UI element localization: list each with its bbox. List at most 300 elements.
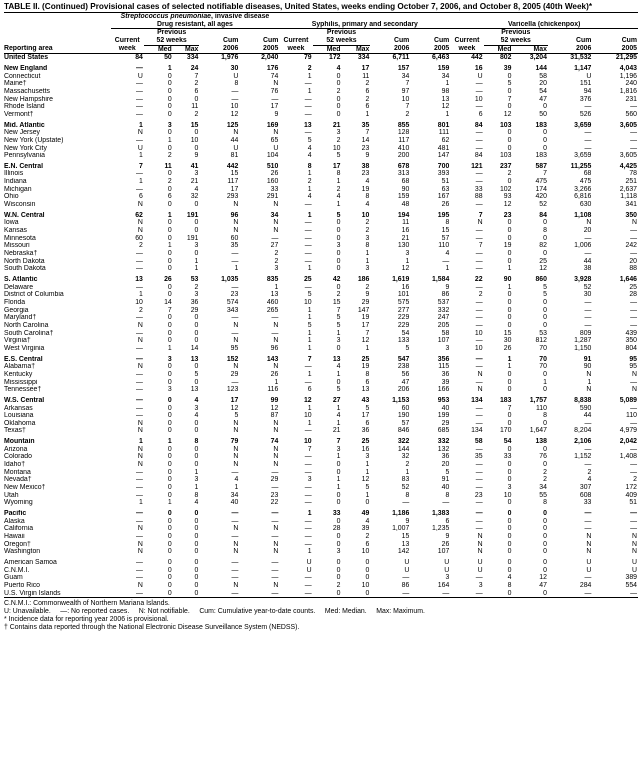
value-cell: 1 <box>445 110 450 118</box>
value-cell: 2 <box>167 178 172 186</box>
value-cell: — <box>584 517 592 525</box>
year-2006-header: 2006 <box>370 45 410 54</box>
value-cell: 174 <box>535 185 547 193</box>
value-cell: 4 <box>194 185 199 193</box>
reporting-area-cell: Massachusetts <box>4 87 50 95</box>
value-cell: — <box>442 499 450 507</box>
value-cell: 6 <box>365 540 370 548</box>
value-cell: 3 <box>167 355 172 363</box>
value-cell: 0 <box>507 540 512 548</box>
value-cell: 11,255 <box>570 162 592 170</box>
value-cell: N <box>632 370 637 378</box>
value-cell: 1 <box>234 265 239 273</box>
value-cell: N <box>586 219 592 227</box>
value-cell: 410 <box>397 144 410 152</box>
value-cell: 39 <box>503 64 512 72</box>
value-cell: — <box>304 283 312 291</box>
table-row <box>4 541 638 549</box>
value-cell: 200 <box>397 152 410 160</box>
reporting-area-cell: Montana <box>4 468 31 476</box>
value-cell: 5 <box>234 412 239 420</box>
value-cell: — <box>370 590 410 598</box>
value-cell: 7 <box>405 80 410 88</box>
value-cell: 6,711 <box>392 54 410 62</box>
value-cell: 36 <box>190 298 199 306</box>
value-cell: 0 <box>543 533 547 540</box>
value-cell: 0 <box>543 566 547 574</box>
value-cell: 0 <box>167 87 172 95</box>
table-row <box>4 379 638 387</box>
value-cell: 19 <box>503 242 512 250</box>
value-cell: 2 <box>543 468 547 476</box>
value-cell: 8 <box>336 170 341 178</box>
value-cell: 206 <box>397 386 410 394</box>
value-cell: 7 <box>307 355 312 363</box>
value-cell: — <box>304 219 312 227</box>
value-cell: 1 <box>587 378 592 386</box>
value-cell: 12 <box>401 265 410 273</box>
value-cell: 0 <box>194 201 199 209</box>
table-body <box>4 54 638 598</box>
value-cell: — <box>135 566 143 574</box>
value-cell: 0 <box>194 227 199 235</box>
value-cell: 5 <box>543 291 547 299</box>
value-cell: 21 <box>332 121 341 129</box>
value-cell: — <box>231 566 239 574</box>
value-cell: 121 <box>471 162 483 170</box>
value-cell: — <box>135 533 143 540</box>
value-cell: 5,089 <box>619 396 637 404</box>
value-cell: 1 <box>167 499 172 507</box>
value-cell: 159 <box>397 193 410 201</box>
region-row <box>4 438 638 446</box>
value-cell: 0 <box>167 265 172 273</box>
reporting-area-cell: Wisconsin <box>4 201 36 209</box>
value-cell: 39 <box>361 525 370 533</box>
value-cell: — <box>231 558 239 566</box>
value-cell: 26 <box>503 344 512 352</box>
value-cell: 1 <box>507 363 512 371</box>
value-cell: 0 <box>167 461 172 469</box>
value-cell: 19 <box>361 185 370 193</box>
value-cell: — <box>135 468 143 476</box>
value-cell: 93 <box>503 193 512 201</box>
value-cell: 103 <box>499 121 512 129</box>
table-row <box>4 469 638 477</box>
value-cell: 6 <box>365 419 370 427</box>
value-cell: N <box>586 533 592 540</box>
value-cell: — <box>231 95 239 103</box>
value-cell: N <box>137 525 143 533</box>
value-cell: 4 <box>336 64 341 72</box>
value-cell: 195 <box>437 211 450 219</box>
value-cell: 8 <box>543 227 547 235</box>
value-cell: 0 <box>194 363 199 371</box>
value-cell: 1 <box>274 378 279 386</box>
value-cell: 6 <box>478 110 483 118</box>
cum-header: Cum <box>223 37 239 45</box>
value-cell: 313 <box>397 170 410 178</box>
value-cell: 91 <box>441 476 450 484</box>
value-cell: 0 <box>543 540 547 548</box>
value-cell: 2 <box>139 242 143 250</box>
value-cell: 50 <box>164 54 172 62</box>
table-row <box>4 265 638 273</box>
value-cell: 0 <box>167 517 172 525</box>
value-cell: 1,108 <box>574 211 592 219</box>
value-cell: 0 <box>365 558 370 566</box>
value-cell: 1,118 <box>620 193 637 201</box>
year-2006-header: 2006 <box>548 45 592 54</box>
value-cell: 0 <box>194 566 199 574</box>
value-cell: — <box>630 129 637 137</box>
value-cell: 332 <box>437 306 450 314</box>
value-cell: 57 <box>441 234 450 242</box>
value-cell: 0 <box>507 476 512 484</box>
value-cell: 293 <box>226 193 239 201</box>
value-cell: — <box>584 250 592 258</box>
value-cell: 3 <box>365 265 370 273</box>
value-cell: 1 <box>139 499 143 507</box>
value-cell: 13 <box>332 355 341 363</box>
value-cell: 0 <box>512 590 548 598</box>
reporting-area-cell: Wyoming <box>4 499 33 507</box>
year-2006-header: 2006 <box>199 45 239 54</box>
value-cell: 30 <box>230 64 239 72</box>
previous-header: Previous <box>326 29 357 37</box>
value-cell: 240 <box>625 80 637 88</box>
value-cell: 84 <box>539 211 547 219</box>
value-cell: 3 <box>336 129 341 137</box>
value-cell: 1 <box>507 265 512 273</box>
footnote-nedss: † Contains data reported through the National Electronic Disease Surveillance System (NEDSS). <box>4 623 300 631</box>
value-cell: 29 <box>230 370 239 378</box>
value-cell: 1 <box>274 283 279 291</box>
value-cell: — <box>630 250 637 258</box>
reporting-area-cell: Vermont† <box>4 110 34 118</box>
value-cell: 82 <box>539 242 547 250</box>
table-row <box>4 73 638 81</box>
value-cell: — <box>475 445 483 453</box>
reporting-area-header: Reporting area <box>4 45 111 54</box>
value-cell: 49 <box>361 510 370 518</box>
value-cell: 0 <box>194 574 199 582</box>
value-cell: 812 <box>535 337 547 345</box>
value-cell: — <box>271 533 279 540</box>
value-cell: 0 <box>336 533 341 540</box>
value-cell: — <box>630 144 637 152</box>
value-cell: 237 <box>499 162 512 170</box>
value-cell: 4 <box>507 574 512 582</box>
value-cell: 14 <box>164 298 172 306</box>
value-cell: 1,153 <box>392 396 410 404</box>
value-cell: N <box>273 581 279 589</box>
value-cell: — <box>630 461 637 469</box>
value-cell: 1 <box>167 136 172 144</box>
value-cell: 10 <box>230 103 239 111</box>
value-cell: 0 <box>194 329 199 337</box>
value-cell: 32 <box>401 453 410 461</box>
value-cell: — <box>135 476 143 484</box>
value-cell: 1 <box>194 265 199 273</box>
value-cell: N <box>233 419 239 427</box>
value-cell: N <box>273 219 279 227</box>
value-cell: — <box>231 533 239 540</box>
value-cell: 0 <box>336 227 341 235</box>
value-cell: 7 <box>194 72 199 80</box>
value-cell: 2,040 <box>261 54 279 62</box>
value-cell: 6 <box>365 103 370 111</box>
value-cell: 7 <box>365 329 370 337</box>
value-cell: 26 <box>270 370 279 378</box>
value-cell: 229 <box>397 314 410 322</box>
value-cell: — <box>271 510 279 518</box>
value-cell: 2 <box>587 468 592 476</box>
value-cell: 4 <box>365 517 370 525</box>
value-cell: 15 <box>401 533 410 540</box>
value-cell: U <box>306 566 312 574</box>
value-cell: 846 <box>397 427 410 435</box>
value-cell: — <box>630 234 637 242</box>
value-cell: 17 <box>230 396 239 404</box>
value-cell: 460 <box>266 298 279 306</box>
footnote-provisional: * Incidence data for reporting year 2006 is provisional. <box>4 615 169 623</box>
value-cell: 101 <box>397 291 410 299</box>
value-cell: U <box>444 558 450 566</box>
value-cell: 322 <box>397 438 410 446</box>
value-cell: — <box>475 201 483 209</box>
value-cell: — <box>231 574 239 582</box>
value-cell: 68 <box>401 178 410 186</box>
value-cell: N <box>233 548 239 556</box>
table-row <box>4 533 638 541</box>
value-cell: 97 <box>401 87 410 95</box>
value-cell: 5 <box>405 344 410 352</box>
value-cell: 0 <box>336 257 341 265</box>
value-cell: — <box>402 574 410 582</box>
value-cell: — <box>135 95 143 103</box>
table-row <box>4 412 638 420</box>
value-cell: 7 <box>507 404 512 412</box>
reporting-area-cell: Georgia <box>4 306 29 314</box>
value-cell: 30 <box>503 337 512 345</box>
value-cell: U <box>477 558 483 566</box>
value-cell: 0 <box>336 574 341 582</box>
value-cell: — <box>304 468 312 476</box>
value-cell: 0 <box>507 419 512 427</box>
value-cell: 2 <box>307 178 312 186</box>
reporting-area-cell: Colorado <box>4 453 32 461</box>
value-cell: 13 <box>270 291 279 299</box>
value-cell: N <box>273 129 279 137</box>
value-cell: — <box>135 355 143 363</box>
value-cell: 1 <box>336 201 341 209</box>
value-cell: N <box>273 427 279 435</box>
value-cell: 0 <box>336 234 341 242</box>
value-cell: — <box>231 517 239 525</box>
value-cell: — <box>475 170 483 178</box>
value-cell: 2 <box>336 185 341 193</box>
value-cell: 39 <box>441 378 450 386</box>
year-2005-header: 2005 <box>410 45 450 54</box>
value-cell: 12 <box>270 404 279 412</box>
value-cell: 17 <box>230 185 239 193</box>
value-cell: — <box>304 103 312 111</box>
reporting-area-cell: S. Atlantic <box>4 276 38 283</box>
reporting-area-cell: United States <box>4 54 49 62</box>
year-2005-header: 2005 <box>592 45 638 54</box>
value-cell: N <box>586 386 592 394</box>
value-cell: — <box>304 427 312 435</box>
reporting-area-cell: Arizona <box>4 445 28 453</box>
value-cell: 10 <box>303 412 312 420</box>
table-row <box>4 250 638 258</box>
value-cell: 183 <box>535 152 547 160</box>
value-cell: 6 <box>194 87 199 95</box>
value-cell: 13 <box>135 276 143 283</box>
value-cell: 40 <box>230 499 239 507</box>
table-row <box>4 145 638 153</box>
value-cell: 1 <box>307 265 312 273</box>
value-cell: 8 <box>365 370 370 378</box>
value-cell: 1 <box>336 476 341 484</box>
value-cell: — <box>475 517 483 525</box>
value-cell: 79 <box>230 438 239 446</box>
value-cell: 4 <box>194 499 199 507</box>
value-cell: 7 <box>307 445 312 453</box>
value-cell: N <box>586 548 592 556</box>
region-row <box>4 122 638 130</box>
value-cell: 0 <box>167 363 172 371</box>
region-row <box>4 212 638 220</box>
value-cell: 1 <box>507 283 512 291</box>
value-cell: 42 <box>332 276 341 283</box>
value-cell: — <box>630 468 637 476</box>
value-cell: 0 <box>507 370 512 378</box>
value-cell: 0 <box>507 533 512 540</box>
value-cell: 0 <box>543 144 547 152</box>
value-cell: 3 <box>336 337 341 345</box>
value-cell: U <box>273 144 279 152</box>
value-cell: — <box>135 185 143 193</box>
value-cell: 8 <box>365 193 370 201</box>
value-cell: 52 <box>401 484 410 492</box>
value-cell: 700 <box>437 162 450 170</box>
value-cell: 10 <box>361 581 370 589</box>
reporting-area-cell: South Carolina† <box>4 329 54 337</box>
reporting-area-cell: Connecticut <box>4 72 41 80</box>
value-cell: — <box>475 574 483 582</box>
value-cell: 9 <box>405 517 410 525</box>
table-row <box>4 88 638 96</box>
value-cell: 38 <box>583 265 592 273</box>
value-cell: 98 <box>441 87 450 95</box>
reporting-area-cell: Nebraska† <box>4 250 38 258</box>
value-cell: 7 <box>167 306 172 314</box>
value-cell: 0 <box>543 250 547 258</box>
reporting-area-cell: New England <box>4 64 48 72</box>
value-cell: — <box>548 590 592 598</box>
reporting-area-cell: North Carolina <box>4 321 49 329</box>
value-cell: N <box>137 540 143 548</box>
value-cell: 88 <box>629 265 637 273</box>
value-cell: 0 <box>194 517 199 525</box>
value-cell: 20 <box>539 80 547 88</box>
value-cell: — <box>135 329 143 337</box>
value-cell: 2 <box>405 110 410 118</box>
value-cell: — <box>304 227 312 235</box>
value-cell: 481 <box>437 144 450 152</box>
value-cell: 0 <box>167 185 172 193</box>
value-cell: 1 <box>307 344 312 352</box>
value-cell: 1,647 <box>529 427 547 435</box>
value-cell: — <box>231 257 239 265</box>
value-cell: 3 <box>307 476 312 484</box>
value-cell: U <box>137 144 143 152</box>
value-cell: 8 <box>234 80 239 88</box>
value-cell: 34 <box>441 72 450 80</box>
value-cell: — <box>475 314 483 322</box>
value-cell: — <box>475 510 483 518</box>
value-cell: 0 <box>336 110 341 118</box>
value-cell: 58 <box>441 329 450 337</box>
value-cell: — <box>135 283 143 291</box>
value-cell: 52 <box>539 201 547 209</box>
value-cell: — <box>271 314 279 322</box>
value-cell: 29 <box>270 476 279 484</box>
value-cell: 1 <box>405 468 410 476</box>
value-cell: 191 <box>186 211 199 219</box>
value-cell: N <box>233 219 239 227</box>
value-cell: 0 <box>507 136 512 144</box>
value-cell: 0 <box>194 129 199 137</box>
value-cell: 115 <box>438 363 450 371</box>
value-cell: 10 <box>401 95 410 103</box>
value-cell: 26 <box>164 276 172 283</box>
value-cell: 44 <box>583 257 592 265</box>
table-row <box>4 548 638 556</box>
reporting-area-cell: Utah <box>4 491 19 499</box>
table-row <box>4 345 638 353</box>
value-cell: — <box>271 468 279 476</box>
value-cell: 0 <box>507 257 512 265</box>
value-cell: 0 <box>336 566 341 574</box>
value-cell: 0 <box>543 298 547 306</box>
value-cell: 0 <box>194 219 199 227</box>
value-cell: — <box>584 234 592 242</box>
value-cell: — <box>630 517 637 525</box>
value-cell: 0 <box>167 95 172 103</box>
reporting-area-cell: Indiana <box>4 178 27 186</box>
value-cell: — <box>475 283 483 291</box>
value-cell: 134 <box>471 427 483 435</box>
value-cell: 0 <box>336 468 341 476</box>
reporting-area-cell: Ohio <box>4 193 19 201</box>
value-cell: — <box>304 484 312 492</box>
value-cell: 3 <box>194 291 199 299</box>
value-cell: 0 <box>543 558 547 566</box>
value-cell: — <box>271 517 279 525</box>
value-cell: — <box>475 265 483 273</box>
value-cell: 0 <box>167 329 172 337</box>
value-cell: 152 <box>226 355 239 363</box>
value-cell: 0 <box>167 110 172 118</box>
value-cell: — <box>584 510 592 518</box>
value-cell: 2 <box>405 461 410 469</box>
value-cell: 0 <box>313 590 342 598</box>
value-cell: 23 <box>503 211 512 219</box>
group-header-strep <box>111 13 280 21</box>
